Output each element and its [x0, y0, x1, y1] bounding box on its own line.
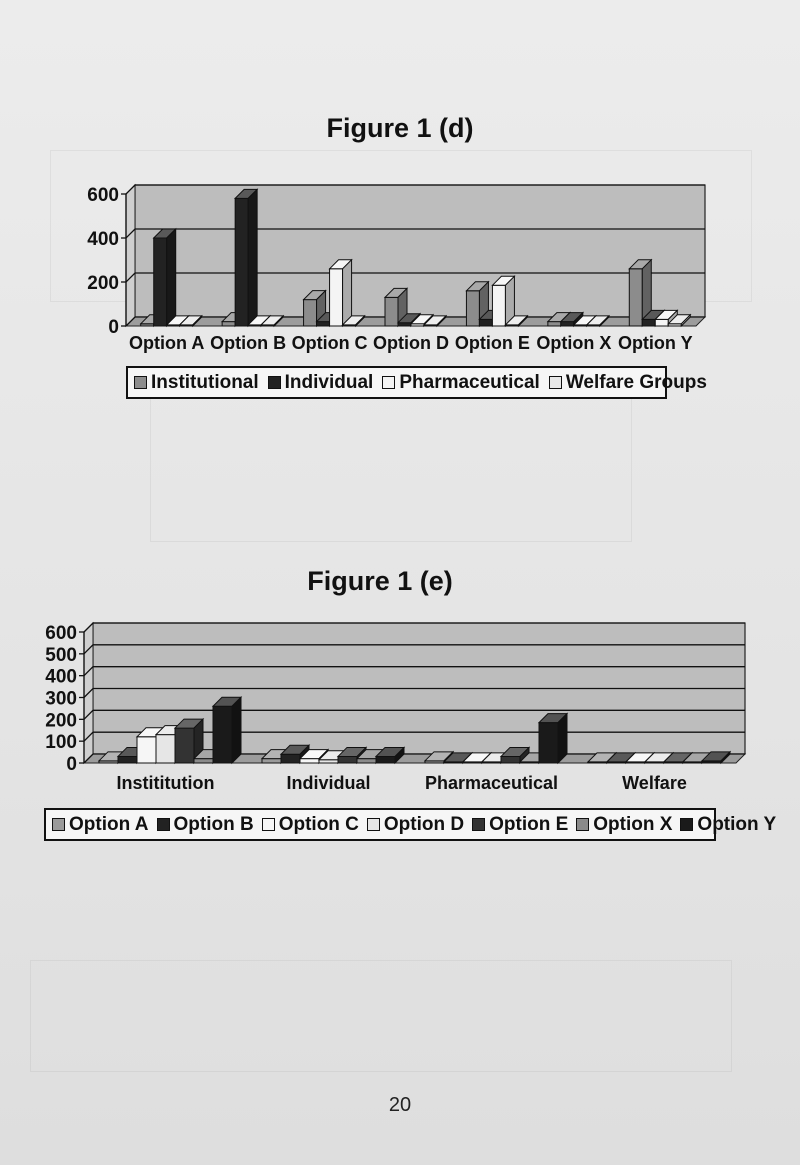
x-category-label: Individual [286, 773, 371, 793]
figure-1d-title: Figure 1 (d) [326, 113, 474, 143]
bar-front [235, 198, 248, 326]
legend-label: Option Y [697, 813, 777, 835]
legend-item-option-d [367, 814, 464, 836]
legend-swatch-pharmaceutical [382, 376, 395, 389]
bar-front [338, 756, 357, 763]
x-category-label: Pharmaceutical [424, 773, 559, 793]
legend-swatch-option-e [472, 818, 485, 831]
bar-front [262, 759, 281, 763]
bar-side [343, 260, 352, 326]
legend-label: Option E [489, 813, 569, 835]
bar-front [642, 319, 655, 326]
bar-side [167, 229, 176, 326]
bar-front [376, 756, 395, 763]
y-tick-label: 100 [45, 732, 77, 754]
legend-item-individual [268, 372, 374, 394]
figure-1d-legend [126, 366, 707, 399]
legend-swatch-institutional [134, 376, 147, 389]
bar-individual-option-a [154, 229, 176, 326]
y-tick-label: 400 [45, 666, 77, 688]
legend-item-option-e [472, 814, 568, 836]
x-category-label: Instititution [116, 773, 215, 793]
bar-front [561, 322, 574, 326]
legend-label: Individual [284, 371, 374, 393]
legend-item-pharmaceutical [382, 372, 539, 394]
bar-front [655, 319, 668, 326]
bar-front [154, 238, 167, 326]
y-tick-label: 200 [87, 273, 119, 294]
figure-1e-legend [44, 808, 777, 841]
chart-left-wall [126, 185, 135, 326]
bar-front [501, 756, 520, 763]
bar-side [232, 697, 241, 763]
bar-front [357, 759, 376, 763]
legend-label: Pharmaceutical [399, 371, 540, 393]
bar-front [194, 759, 213, 763]
bar-front [539, 723, 558, 763]
page-number: 20 [388, 1094, 412, 1116]
legend-label: Option A [69, 813, 149, 835]
legend-swatch-option-y [680, 818, 693, 831]
legend-item-welfare-groups [549, 372, 707, 394]
legend-swatch-option-d [367, 818, 380, 831]
x-category-label: Option Y [617, 333, 693, 353]
y-tick-label: 500 [45, 644, 77, 666]
y-tick-label: 0 [108, 317, 119, 338]
bar-front [175, 728, 194, 763]
bar-front [330, 269, 343, 326]
chart-back-wall [135, 185, 705, 317]
bar-front [137, 737, 156, 763]
legend-swatch-individual [268, 376, 281, 389]
bar-front [281, 754, 300, 763]
legend-swatch-option-b [157, 818, 170, 831]
legend-label: Welfare Groups [565, 371, 707, 393]
bar-front [156, 735, 175, 763]
y-tick-label: 400 [87, 229, 119, 250]
y-tick-label: 300 [45, 688, 77, 710]
legend-item-institutional [134, 372, 259, 394]
legend-label: Option X [593, 813, 673, 835]
legend-item-option-x [576, 814, 672, 836]
bar-option-y-pharmaceutical [539, 714, 567, 763]
bar-front [629, 269, 642, 326]
bar-front [479, 319, 492, 326]
legend-item-option-c [262, 814, 359, 836]
legend-item-option-y [680, 814, 776, 836]
x-category-label: Option A [129, 333, 205, 353]
legend-swatch-option-x [576, 818, 589, 831]
legend-swatch-welfare-groups [549, 376, 562, 389]
bar-individual-option-b [235, 189, 257, 326]
figure-1d-chart [0, 170, 800, 360]
bar-front [118, 756, 137, 763]
bar-front [213, 706, 232, 763]
y-tick-label: 600 [45, 623, 77, 644]
bar-front [300, 759, 319, 763]
legend-item-option-b [157, 814, 254, 836]
x-category-label: Option C [291, 333, 368, 353]
bar-front [304, 300, 317, 326]
legend-swatch-option-a [52, 818, 65, 831]
legend-label: Option D [383, 813, 465, 835]
x-category-label: Welfare [622, 773, 687, 793]
legend-label: Option B [173, 813, 254, 835]
legend-item-option-a [52, 814, 149, 836]
legend-swatch-option-c [262, 818, 275, 831]
bar-side [558, 714, 567, 763]
bar-option-y-instititution [213, 697, 241, 763]
y-tick-label: 600 [87, 185, 119, 206]
bar-front [492, 285, 505, 326]
y-tick-label: 0 [66, 754, 77, 775]
legend-label: Option C [278, 813, 359, 835]
bar-front [466, 291, 479, 326]
bar-front [385, 297, 398, 326]
x-category-label: Option E [454, 333, 530, 353]
figure-1e-chart [0, 612, 800, 802]
bar-pharmaceutical-option-c [330, 260, 352, 326]
x-category-label: Option D [373, 333, 449, 353]
bar-front [317, 322, 330, 326]
y-tick-label: 200 [45, 710, 77, 732]
bar-side [248, 189, 257, 326]
legend-label: Institutional [151, 371, 259, 393]
x-category-label: Option B [210, 333, 287, 353]
bar-front [222, 322, 235, 326]
x-category-label: Option X [536, 333, 612, 353]
figure-1e-title: Figure 1 (e) [307, 566, 453, 596]
bar-front [548, 322, 561, 326]
